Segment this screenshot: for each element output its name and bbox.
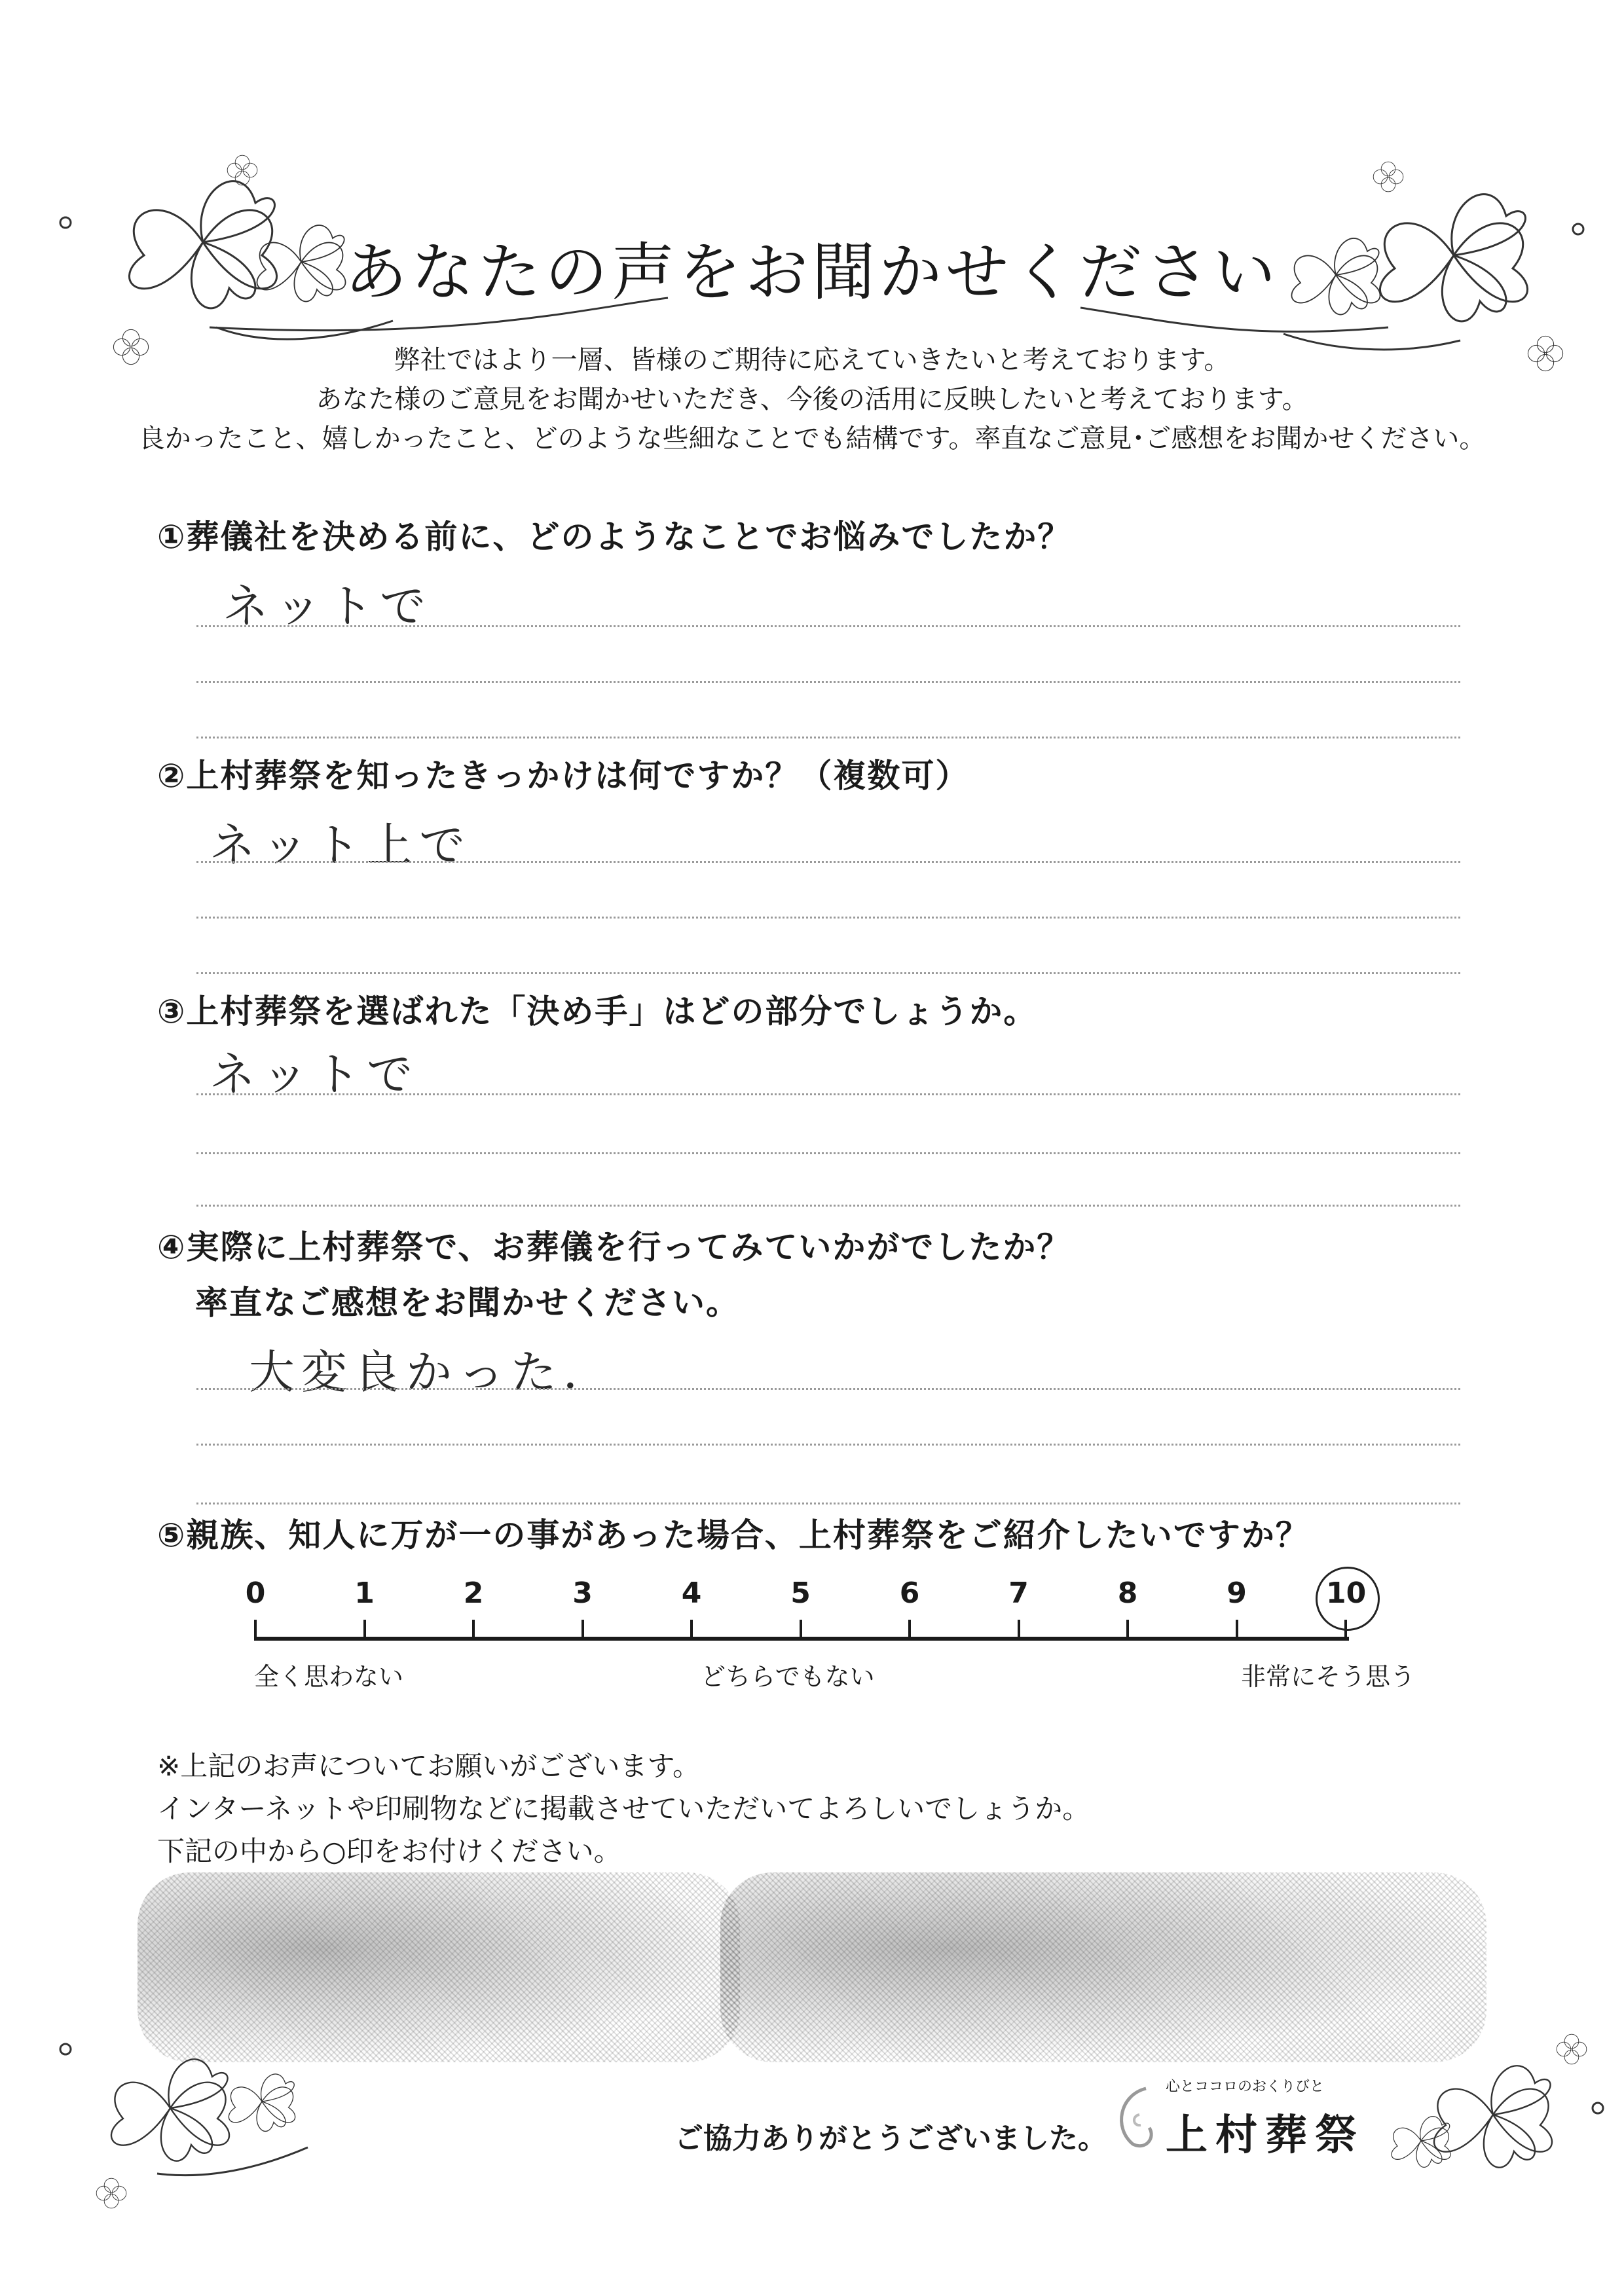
answer-rule [196, 1093, 1460, 1095]
answer-rule [196, 737, 1460, 738]
scale-number-4[interactable]: 4 [681, 1576, 702, 1610]
scale-label-left: 全く思わない [254, 1662, 404, 1691]
scale-number-6[interactable]: 6 [899, 1576, 920, 1610]
scale-number-1[interactable]: 1 [354, 1576, 375, 1610]
scale-number-10[interactable]: 10 [1326, 1576, 1367, 1610]
scale-label-middle: どちらでもない [701, 1662, 875, 1691]
scale-tick-6 [908, 1620, 911, 1638]
company-tagline: 心とココロのおくりびと [1166, 2079, 1325, 2095]
answer-rule [196, 1503, 1460, 1504]
answer-rule [196, 681, 1460, 683]
answer-rule [196, 625, 1460, 627]
scale-tick-8 [1126, 1620, 1129, 1638]
scale-label-right: 非常にそう思う [1241, 1662, 1416, 1691]
answer-rule [196, 972, 1460, 974]
scale-tick-3 [581, 1620, 584, 1638]
scale-number-8[interactable]: 8 [1117, 1576, 1138, 1610]
note-line-2: インターネットや印刷物などに掲載させていただいてよろしいでしょうか。 [157, 1793, 1090, 1825]
answer-rule [196, 1388, 1460, 1390]
selected-rating-circle [1316, 1567, 1380, 1631]
scale-tick-7 [1018, 1620, 1020, 1638]
company-logo-mark-icon [1113, 2082, 1159, 2154]
scale-number-3[interactable]: 3 [572, 1576, 593, 1610]
title-underline-swash [0, 0, 1624, 393]
scale-tick-5 [800, 1620, 802, 1638]
scale-tick-2 [472, 1620, 475, 1638]
answer-rule [196, 861, 1460, 863]
answer-rule [196, 1444, 1460, 1446]
scale-tick-9 [1236, 1620, 1238, 1638]
answer-rule [196, 1205, 1460, 1207]
redacted-option-area-left [138, 1872, 740, 2062]
intro-line-1: 弊社ではより一層、皆様のご期待に応えていきたいと考えております。 [394, 345, 1230, 375]
scale-tick-0 [254, 1620, 257, 1638]
question-4-sub: 率直なご感想をお聞かせください。 [195, 1284, 740, 1322]
intro-line-3: 良かったこと、嬉しかったこと、どのような些細なことでも結構です。率直なご意見･ご感想をお聞かせください。 [138, 424, 1486, 454]
scale-tick-4 [690, 1620, 693, 1638]
question-4: ④実際に上村葬祭で、お葬儀を行ってみていかがでしたか？ [157, 1228, 1071, 1266]
answer-rule [196, 917, 1460, 919]
answer-rule [196, 1152, 1460, 1154]
note-line-1: ※上記のお声についてお願いがございます。 [157, 1750, 700, 1782]
scale-number-9[interactable]: 9 [1227, 1576, 1247, 1610]
answer-4[interactable]: 大変良かった． [249, 1345, 616, 1399]
note-line-3: 下記の中から○印をお付けください。 [157, 1835, 621, 1867]
scale-number-7[interactable]: 7 [1008, 1576, 1029, 1610]
question-3: ③上村葬祭を選ばれた「決め手」はどの部分でしょうか。 [157, 993, 1038, 1030]
scale-tick-1 [363, 1620, 366, 1638]
scale-number-0[interactable]: 0 [245, 1576, 266, 1610]
question-1: ①葬儀社を決める前に、どのようなことでお悩みでしたか？ [157, 518, 1072, 556]
question-2: ②上村葬祭を知ったきっかけは何ですか？（複数可） [157, 757, 970, 795]
answer-3[interactable]: ネットで [210, 1048, 419, 1101]
company-name: 上村葬祭 [1166, 2111, 1365, 2160]
redacted-option-area-right [720, 1872, 1486, 2062]
scale-number-5[interactable]: 5 [790, 1576, 811, 1610]
thank-you-message: ご協力ありがとうございました。 [674, 2122, 1107, 2155]
intro-line-2: あなた様のご意見をお聞かせいただき、今後の活用に反映したいと考えております。 [316, 384, 1308, 414]
answer-1[interactable]: ネットで [223, 579, 432, 633]
question-5: ⑤親族、知人に万が一の事があった場合、上村葬祭をご紹介したいですか？ [157, 1516, 1310, 1554]
scale-number-2[interactable]: 2 [463, 1576, 484, 1610]
answer-2[interactable]: ネット上で [210, 818, 471, 872]
page-title: あなたの声をお聞かせください [344, 236, 1280, 309]
